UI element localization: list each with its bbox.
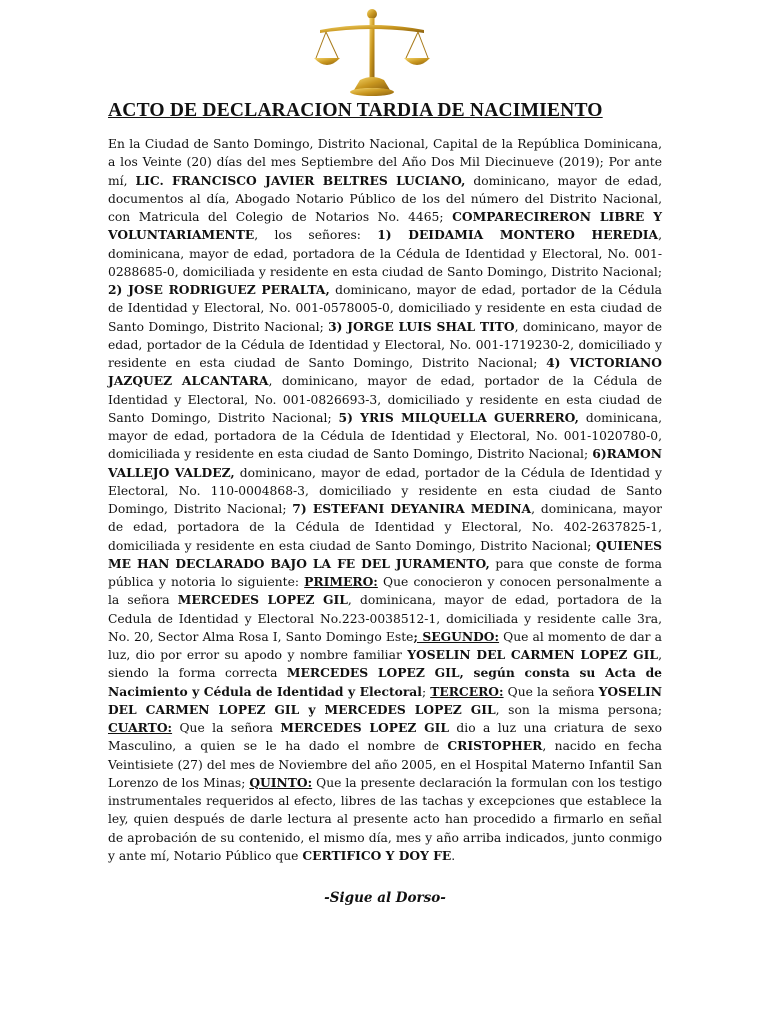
bold-text: CERTIFICO Y DOY FE [302, 847, 452, 863]
bold-text: MERCEDES LOPEZ GIL [177, 592, 348, 608]
bold-text: MERCEDES LOPEZ GIL, según consta su Acta de Nacimiento y Cédula de Identidad y Electoral [108, 665, 662, 699]
body-text-segment: dominicano, mayor de edad, portador de la Cédula de Identidad y Electoral, No. 001-0578005-0, domiciliado y residente en esta ciudad de Santo Domingo, Distrito Nacional; [108, 283, 663, 334]
document-title: ACTO DE DECLARACION TARDIA DE NACIMIENTO [108, 100, 603, 121]
body-text-segment: dio a luz una criatura de sexo Masculino, a quien se le ha dado el nombre de [108, 721, 662, 754]
body-text-segment: . [451, 848, 456, 863]
bold-text: 2) JOSE RODRIGUEZ PERALTA, [108, 282, 330, 297]
bold-text: 4) VICTORIANO JAZQUEZ ALCANTARA [108, 355, 662, 389]
body-text-segment: Que la señora [172, 721, 281, 735]
declaration-body [108, 135, 662, 865]
body-text-segment: , dominicano, mayor de edad, portador de la Cédula de Identidad y Electoral, No. 001-0826693-3, domiciliado y residente en esta ciudad de Santo Domingo, Distrito Nacional; [108, 374, 662, 425]
body-text-segment: , dominicana, mayor de edad, portadora de la Cédula de Identidad y Electoral, No. 001-0288685-0, domiciliada y residente en esta ciudad de Santo Domingo, Distrito Nacional; [108, 228, 662, 279]
continued-on-back-note: -Sigue al Dorso- [324, 890, 446, 906]
bold-text: MERCEDES LOPEZ GIL [280, 720, 449, 735]
section-heading: CUARTO: [108, 720, 173, 735]
bold-text: YOSELIN DEL CARMEN LOPEZ GIL y MERCEDES LOPEZ GIL [108, 683, 662, 717]
bold-text: 3) JORGE LUIS SHAL TITO [328, 318, 515, 334]
body-text-segment: Que la señora [503, 684, 599, 699]
bold-text: 1) DEIDAMIA MONTERO HEREDIA [377, 227, 659, 243]
body-text-segment: dominicano, mayor de edad, portador de la Cédula de Identidad y Electoral, No. 110-0004868-3, domiciliado y residente en esta ciudad de Santo Domingo, Distrito Nacional; [108, 465, 662, 516]
body-text-segment: , dominicana, mayor de edad, portadora de la Cedula de Identidad y Electoral No.223-0038512-1, domiciliada y residente calle 3ra, No. 20, Sector Alma Rosa I, Santo Domingo Este [108, 593, 663, 644]
bold-text: COMPARECIRERON LIBRE Y VOLUNTARIAMENTE [108, 209, 663, 243]
section-heading: QUINTO: [249, 774, 313, 790]
bold-text: LIC. FRANCISCO JAVIER BELTRES LUCIANO, [135, 172, 466, 188]
body-text-segment: dominicano, mayor de edad, documentos al día, Abogado Notario Público de los del número del Distrito Nacional, con Matricula del Colegio de Notarios No. 4465; [108, 173, 662, 224]
body-text-segment: , dominicano, mayor de edad, portador de la Cédula de Identidad y Electoral, No. 001-1719230-2, domiciliado y residente en esta ciudad de Santo Domingo, Distrito Nacional; [108, 319, 662, 370]
body-text-segment: para que conste de forma pública y notoria lo siguiente: [108, 556, 662, 589]
section-heading: ; SEGUNDO: [413, 628, 500, 644]
scales-of-justice-icon [314, 6, 430, 98]
bold-text: YOSELIN DEL CARMEN LOPEZ GIL [407, 647, 659, 662]
body-text-segment: , siendo la forma correcta [108, 648, 662, 681]
body-text-segment: , dominicana, mayor de edad, portadora de la Cédula de Identidad y Electoral, No. 402-2637825-1, domiciliada y residente en esta ciudad de Santo Domingo, Distrito Nacional; [108, 502, 662, 553]
body-text-segment: ; [421, 684, 431, 699]
body-text-segment: Que al momento de dar a luz, dio por error su apodo y nombre familiar [108, 629, 662, 662]
bold-text: 6)RAMON VALLEJO VALDEZ, [108, 446, 662, 480]
body-text-segment: Que la presente declaración la formulan con los testigo instrumentales requeridos al efecto, libres de las tachas y excepciones que establece la ley, quien después de darle lectura al presente acto han procedido a firmarlo en señal de aprobación de su contenido, el mismo día, mes y año arriba indicados, junto conmigo y ante mí, Notario Público que [108, 775, 662, 863]
body-text-segment: , los señores: [254, 228, 378, 243]
bold-text: 5) YRIS MILQUELLA GUERRERO, [338, 409, 579, 425]
body-text-segment: dominicana, mayor de edad, portadora de la Cédula de Identidad y Electoral, No. 001-1020780-0, domiciliada y residente en esta ciudad de Santo Domingo, Distrito Nacional; [108, 410, 662, 462]
body-text-segment: En la Ciudad de Santo Domingo, Distrito Nacional, Capital de la República Dominicana, a los Veinte (20) días del mes Septiembre del Año Dos Mil Diecinueve (2019); Por ante mí, [108, 137, 662, 188]
body-text-segment: Que conocieron y conocen personalmente a la señora [108, 575, 662, 608]
body-text-segment: , son la misma persona; [495, 702, 662, 717]
section-heading: PRIMERO: [304, 574, 378, 589]
bold-text: QUIENES ME HAN DECLARADO BAJO LA FE DEL JURAMENTO, [108, 537, 662, 571]
section-heading: TERCERO: [430, 683, 504, 699]
bold-text: CRISTOPHER [447, 738, 543, 754]
body-text-segment: , nacido en fecha Veintisiete (27) del mes de Noviembre del año 2005, en el Hospital Materno Infantil San Lorenzo de los Minas; [108, 739, 662, 790]
bold-text: 7) ESTEFANI DEYANIRA MEDINA [292, 501, 532, 516]
